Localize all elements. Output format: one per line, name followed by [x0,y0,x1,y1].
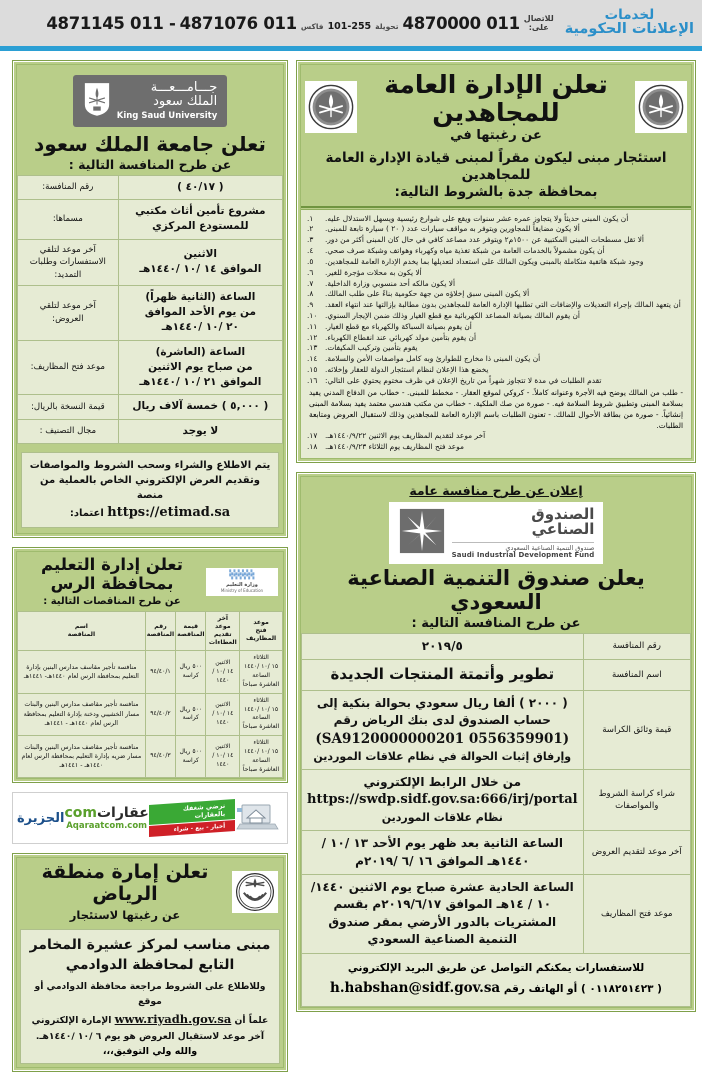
condition-text: ألا تقل مسطحات المبنى المكتبية عن ١٥٠٠م٢ ويتوفر عدد مصاعد كافي في حال كان المبنى أكثر من دور. [325,235,644,245]
purpose-line2: بمحافظة جدة بالشروط التالية: [394,183,598,200]
sidf-row-label: اسم المنافسة [583,660,690,691]
ad-mujahideen-banner [301,65,691,147]
left-column [296,60,696,1021]
table-row [18,239,283,285]
ksu-logo-arabic2: الملك سعود [153,94,218,110]
riyadh-main-line2: التابع لمحافظة الدوادمي [65,956,235,973]
condition-item [307,311,685,322]
sidf-logo-arabic2: الصناعي [531,520,595,539]
condition-item [307,322,685,333]
rass-cell-number: ٩٤/٤٠/٣ [145,736,175,778]
condition-item [307,214,685,225]
condition-text: يقوم بتأمين وتركيب المكيفات. [325,343,418,353]
rass-cell-price: ٥٠٠ ريال كراسة [176,693,206,735]
ad-mujahideen-title: تعلن الإدارة العامة للمجاهدين [384,70,608,127]
riyadh-info-line2-post: علماً أن [234,1014,269,1026]
rass-cell-submit-date: الاثنين ١٤ /١٠ /١٤٤٠ [206,736,240,778]
rass-cell-submit-date: الاثنين ١٤ /١٠ /١٤٤٠ [206,651,240,693]
sidf-row-label-text: قيمة وثائق الكراسة [602,724,672,735]
ksu-etimad-url[interactable]: https://etimad.sa [107,504,231,520]
ksu-row-value: الساعة (العاشرة) من صباح يوم الاثنين الموافق ٢١ /١٠ /١٤٤٠هـ [118,340,282,395]
conditions-requirements-block: - طلب من المالك يوضح فيه الأجرة وعنوانه كاملاً. - كروكي لموقع العقار. - مخطط للمبنى. - خطاب من الدفاع المدني يفيد بسلامة المبنى وتطبيق شروط السلامة فيه. - صورة من صك الملكية. - خطاب من مكتب هندسي معتمد يفيد بسلامة المبنى إنشائياً. - صورة من بطاقة الأحوال للمالك. - تعنون الطلبات باسم الإدارة العامة للمجاهدين وذلك لاستقبال العروض ومتابعة الطلبات. [309,387,683,430]
condition-number: ١٠. [307,310,318,320]
sidf-logo-arabic-full: صندوق التنمية الصناعية السعودي [452,542,595,552]
ksu-logo-text [117,81,218,121]
condition-text: ألا يكون مالكه أحد منسوبي وزارة الداخلية. [325,278,456,288]
ad-mujahideen-conditions-panel [301,210,691,458]
sidf-row-label: شراء كراسة الشروط والمواصفات [583,770,690,831]
ad-sidf-table [301,633,691,954]
condition-text: أن يقوم بصيانة السباكة والكهرباء مع قطع الغيار. [325,321,472,331]
condition-item [307,246,685,257]
ad-ksu-table [17,175,283,444]
ministry-of-education-logo-icon [206,568,278,596]
rass-cell-name: منافسة تأجير مقاسف مدارس البنين بإدارة التعليم بمحافظة الرس لعام ١٤٤٠هـ- ١٤٤١هـ [18,651,146,693]
ad-riyadh-body [20,929,280,1064]
condition-text: أن يقوم المالك بصيانة المصاعد الكهربائية مع قطع الغيار وذلك ضمن الإيجار السنوي. [325,310,580,320]
sidf-logo-text [451,504,595,560]
ad-rass-subtitle: عن طرح المناقصات التالية : [43,596,181,608]
masthead-brand-line1: لخدمات [604,7,655,24]
ksu-row-value: مشروع تأمين أثاث مكتبي للمستودع المركزي [118,200,282,239]
table-row [18,176,283,200]
condition-text: أن يقوم بتأمين مولد كهربائي عند انقطاع الكهرباء. [325,332,477,342]
table-row [302,690,691,769]
ad-mujahideen-purpose [301,147,691,206]
ksu-row-label: آخر موعد لتلقي الاستفسارات وطلبات التمديد: [18,239,119,285]
condition-number: ٩. [307,300,314,310]
ksu-row-value: الساعة (الثانية ظهراً) من يوم الأحد الموافق ٢٠ /١٠ /١٤٤٠هـ [118,286,282,341]
table-column-header: اسم المناقصة [18,612,146,651]
extension-number: 101-255 [327,20,372,32]
laptop-house-illustration-icon [235,801,283,835]
condition-item [307,224,685,235]
condition-number: ٧. [307,278,314,288]
sidf-row-value: الساعة الحادية عشرة صباح يوم الاثنين ١٤٤٠/ ١٠ / ١٤هـ الموافق ٢٠١٩/٦/١٧م بقسم المشتريات بالدور الأرضي بمقر صندوق التنمية الصناعية السعودي [302,875,584,954]
ad-riyadh-subtitle: عن رغبتها لاستئجار [69,908,181,923]
saudi-emblem-icon-left [305,81,357,133]
ad-rass-heading-text [22,556,202,607]
sidf-row-value [302,770,584,831]
table-row [18,340,283,395]
table-row [302,875,691,954]
condition-text: أن يكون مشمولاً بالخدمات العامة من شبكة تغذية مياه وكهرباء وهواتف وشبكة صرف صحي. [325,246,605,256]
masthead-bar [0,0,702,46]
masthead-brand-line2: الإعلانات الحكومية [564,21,694,38]
aqaraat-ribbon-red: أخبار - بيع - شراء [149,820,235,837]
rass-cell-open-date: الثلاثاء ١٥ /١٠ /١٤٤٠ الساعة العاشرة صباحاً [240,693,283,735]
table-row [302,770,691,831]
table-column-header: قيمة المناقصة [176,612,206,651]
contact-line1: للاتصال [523,13,554,23]
condition-number: ١٧. [307,431,318,441]
condition-text: ألا يكون المبنى سبق إخلاؤه من جهة حكومية بناءً على طلب المالك. [325,289,530,299]
sidf-fee-text: ( ٢٠٠٠ ) ألفا ريال سعودي بحوالة بنكية إلى حساب الصندوق لدى بنك الرياض رقم [316,695,568,728]
ad-aqaraat-banner[interactable] [12,792,288,844]
ad-riyadh-inner [16,857,284,1067]
condition-item [307,365,685,376]
condition-item [307,300,685,311]
contact-line2: على: [528,23,549,32]
condition-number: ١٤. [307,354,318,364]
condition-item [307,442,685,453]
condition-number: ١٨. [307,441,318,451]
extension-label: تحويلة [375,21,399,31]
ksu-row-label: رقم المنافسة: [18,176,119,200]
ad-riyadh-heading-text [22,862,228,922]
fax-label: فاكس [300,21,324,31]
table-header-row [18,612,283,651]
ksu-row-value: ( ٤٠/١٧ ) [118,176,282,200]
table-row [18,736,283,778]
sidf-row-value: تطوير وأتمتة المنتجات الجديدة [302,660,584,691]
condition-text: أن يكون المبنى ذا مخارج للطوارئ وبه كامل مواصفات الأمن والسلامة. [325,354,541,364]
riyadh-gov-url[interactable]: www.riyadh.gov.sa [114,1011,232,1026]
condition-number: ٣. [307,235,314,245]
condition-number: ١٦. [307,375,318,385]
ad-ksu-note [21,452,279,529]
condition-item [307,289,685,300]
aqaraat-logo-arabic: عقارات [96,805,149,822]
masthead-contact-label [520,14,559,32]
ad-rass-table [17,611,283,778]
condition-number: ٢. [307,224,314,234]
rass-cell-submit-date: الاثنين ١٤ /١٠ /١٤٤٠ [206,693,240,735]
condition-text: يخضع هذا الإعلان لنظام استئجار الدولة للعقار وإخلائه. [325,365,489,374]
aqaraat-ribbons [149,802,235,834]
ad-riyadh-title: تعلن إمارة منطقة الرياض [41,861,209,906]
condition-item [307,343,685,354]
sidf-footer-phone: ( ٠١١٨٢٥١٤٢٣ ) [580,983,662,996]
riyadh-info [28,979,272,1043]
rass-cell-price: ٥٠٠ ريال كراسة [176,736,206,778]
ksu-note-line2: وتقديم العرض الإلكتروني الخاص بالعملية من منصة [40,474,260,501]
sidf-portal-url[interactable]: https://swdp.sidf.gov.sa:666/irj/portal [307,792,578,808]
condition-number: ٥. [307,256,314,266]
table-row [18,286,283,341]
ad-ksu-title: تعلن جامعة الملك سعود [34,132,266,156]
moe-dots-pattern: ▚▚▚▚▚▚ ▚▚▚▚▚▚ [229,569,255,581]
condition-number: ١. [307,213,314,223]
sidf-fee-note: وإرفاق إثبات الحوالة في نظام علاقات الموردين [313,750,572,764]
ad-sidf-inner [300,476,692,1009]
ad-riyadh-header [17,858,283,926]
sidf-purchase-text: من خلال الرابط الإلكتروني [363,775,522,790]
sidf-logo-english: Saudi Industrial Development Fund [451,551,595,559]
condition-number: ١٣. [307,343,318,353]
phone-alt[interactable]: - 011 4871145 [46,13,176,33]
conditions-final-list [307,431,685,453]
condition-item [307,268,685,279]
sidf-logo-arabic1: الصندوق [531,504,595,523]
ksu-row-label: مجال التصنيف : [18,419,119,443]
ksu-logo-arabic1: جـــامـــعـــة [150,80,218,96]
right-column [12,60,288,1081]
table-column-header: موعد فتح المظاريف [240,612,283,651]
aqaraat-logo-top [64,806,148,820]
rass-cell-open-date: الثلاثاء ١٥ /١٠ /١٤٤٠ الساعة العاشرة صباحاً [240,651,283,693]
masthead-brand [559,8,694,37]
condition-item [307,431,685,442]
condition-text: وجود شبكة هاتفية متكاملة بالمبنى ويكون المالك على استعداد لتعديلها بما يخدم الإدارة العامة للمجاهدين. [325,256,644,266]
aqaraat-ribbon-green: نرضي شغفك بالعقارات [149,799,235,825]
condition-text: ألا يكون مضايقاً للمجاورين ويتوفر به مواقف سيارات عدد ( ٢٠ ) سيارة تابعة للمبنى. [325,224,580,234]
ksu-row-value: ( ٥,٠٠٠ ) خمسة آلاف ريال [118,395,282,419]
purpose-line1: استئجار مبنى ليكون مقراً لمبنى قيادة الإدارة العامة للمجاهدين [325,150,667,183]
moe-logo-arabic: وزارة التعليم [226,581,258,588]
ad-rass-title: تعلن إدارة التعليم بمحافظة الرس [41,555,183,594]
table-row [302,633,691,659]
condition-item [307,279,685,290]
riyadh-main-line1: مبنى مناسب لمركز عشيرة المخامر [29,937,271,954]
table-row [18,693,283,735]
sidf-footer-phone-label: أو الهاتف رقم [503,983,578,996]
rass-cell-open-date: الثلاثاء ١٥ /١٠ /١٤٤٠ الساعة العاشرة صباحاً [240,736,283,778]
ad-education-administration-rass [12,547,288,783]
ksu-note-line1: يتم الاطلاع والشراء وسحب الشروط والمواصفات [29,459,271,471]
table-row [18,200,283,239]
ksu-logo [73,75,228,127]
sidf-row-label: رقم المنافسة [583,633,690,659]
condition-text: تقدم الطلبات في مدة لا تتجاوز شهراً من تاريخ الإعلان في ظرف مختوم يحتوي على التالي: [325,375,602,385]
condition-text: أن يتعهد المالك بإجراء التعديلات والإضافات التي تطلبها الإدارة العامة للمجاهدين بدون مطالبة بإزالتها عند انتهاء العقد. [325,300,681,310]
sidf-footer-email[interactable]: h.habshan@sidf.gov.sa [330,980,501,997]
ad-ksu-subtitle: عن طرح المنافسة التالية : [68,157,232,172]
ad-saudi-industrial-development-fund [296,472,696,1013]
table-row [302,660,691,691]
rass-cell-price: ٥٠٠ ريال كراسة [176,651,206,693]
condition-item [307,333,685,344]
aqaraat-site-url[interactable]: Aqaraatcom.com [66,821,148,832]
riyadh-info-line3: آخر موعد لاستقبال العروض هو يوم ٦ /١٠ /١٤٤٠هـ. [35,1030,265,1042]
ksu-logo-english: King Saud University [116,110,218,121]
condition-number: ١١. [307,321,318,331]
table-column-header: رقم المناقصة [145,612,175,651]
fax-number[interactable]: 011 4871076 [179,13,297,33]
saudi-emblem-icon-right [635,81,687,133]
sidf-row-label: آخر موعد لتقديم العروض [583,831,690,875]
table-row [18,419,283,443]
ad-sidf-footer [301,954,691,1008]
ad-sidf-title: يعلن صندوق التنمية الصناعية السعودي [347,566,645,615]
rass-cell-number: ٩٤/٤٠/١ [145,651,175,693]
ad-ksu-inner [16,64,284,534]
condition-item [307,257,685,268]
riyadh-closing: والله ولي التوفيق،،، [102,1045,198,1057]
condition-text: آخر موعد لتقديم المظاريف يوم الاثنين ١٤٤٠/٩/٢٢هـ. [325,431,486,441]
ad-general-administration-mujahideen [296,60,696,463]
sidf-starburst-icon [398,507,446,559]
sidf-row-value: الساعة الثانية بعد ظهر يوم الأحد ١٣ /١٠ /١٤٤٠هـ الموافق ١٦ /٦ /٢٠١٩م [302,831,584,875]
conditions-list [307,214,685,387]
ad-king-saud-university [12,60,288,538]
condition-number: ٨. [307,289,314,299]
riyadh-info-line1: وللاطلاع على الشروط مراجعة محافظة الدوادمي أو موقع [34,981,266,1008]
table-row [18,651,283,693]
rass-cell-number: ٩٤/٤٠/٢ [145,693,175,735]
ad-sidf-subtitle: عن طرح المنافسة التالية : [411,615,581,631]
ad-mujahideen-subtitle: عن رغبتها في [450,128,542,143]
ad-sidf-announcement-header: إعلان عن طرح منافسة عامة [409,482,583,498]
phone-main[interactable]: 011 4870000 [402,13,520,33]
ksu-row-value: الاثنين الموافق ١٤ /١٠ /١٤٤٠هـ [118,239,282,285]
table-row [18,395,283,419]
aqaraat-logo-com: com [64,805,97,822]
ad-mujahideen-inner [300,64,692,459]
ksu-row-label: مسماها: [18,200,119,239]
condition-text: ألا يكون به محلات مؤجرة للغير. [325,267,422,277]
ksu-row-label: قيمة النسخة بالريال: [18,395,119,419]
sidf-row-value [302,690,584,769]
table-column-header: آخر موعد تقديم العطاءات [206,612,240,651]
sidf-row-label [583,690,690,769]
ksu-note-label: اعتماد: [69,507,104,519]
ads-columns [0,54,702,1081]
condition-number: ٦. [307,267,314,277]
condition-item [307,376,685,387]
aqaraat-logo [64,806,148,831]
masthead-phone-list [6,14,520,33]
sidf-row-value: ٢٠١٩/٥ [302,633,584,659]
sidf-footer-line1: للاستفسارات يمكنكم التواصل عن طريق البريد الإلكتروني [347,961,645,974]
ksu-shield-palm-swords-icon [83,81,111,121]
condition-number: ١٥. [307,365,318,374]
masthead [0,0,702,54]
condition-item [307,235,685,246]
aljazirah-logo: الجزيرة [17,810,65,826]
riyadh-emirate-emblem-icon [232,871,278,913]
ad-riyadh-emirate [12,853,288,1071]
condition-item [307,354,685,365]
rass-cell-name: منافسة تأجير مقاصف مدارس البنين والبنات مسار الخشيبي ودخنة بإدارة التعليم بمحافظة الرس لعام ١٤٤٠هـ - ١٤٤١هـ [18,693,146,735]
rass-cell-name: منافسة تأجير مقاصف مدارس البنين والبنات مسار ضريه بإدارة التعليم بمحافظة الرس لعام ١٤٤٠هـ - ١٤٤١هـ [18,736,146,778]
sidf-logo [389,502,604,565]
ksu-row-label: آخر موعد لتلقي العروض: [18,286,119,341]
ksu-row-label: موعد فتح المظاريف: [18,340,119,395]
sidf-purchase-note: نظام علاقات الموردين [381,811,503,825]
riyadh-info-line2-pre: الإمارة الإلكتروني [31,1014,112,1026]
sidf-iban: (SA9120000000201 0556359901) [315,730,570,747]
table-row [302,831,691,875]
ad-rass-header [17,552,283,611]
sidf-row-label: موعد فتح المظاريف [583,875,690,954]
ksu-row-value: لا يوجد [118,419,282,443]
ad-rass-inner [16,551,284,779]
moe-logo-english: Ministry of Education [220,587,264,593]
condition-text: موعد فتح المظاريف يوم الثلاثاء ١٤٤٠/٩/٢٣هـ. [325,441,464,451]
condition-number: ٤. [307,246,314,256]
condition-number: ١٢. [307,332,318,342]
condition-text: أن يكون المبنى حديثاً ولا يتجاوز عمره عشر سنوات ويقع على شوارع رئيسية ويسهل الاستدلال عليه. [325,213,629,223]
